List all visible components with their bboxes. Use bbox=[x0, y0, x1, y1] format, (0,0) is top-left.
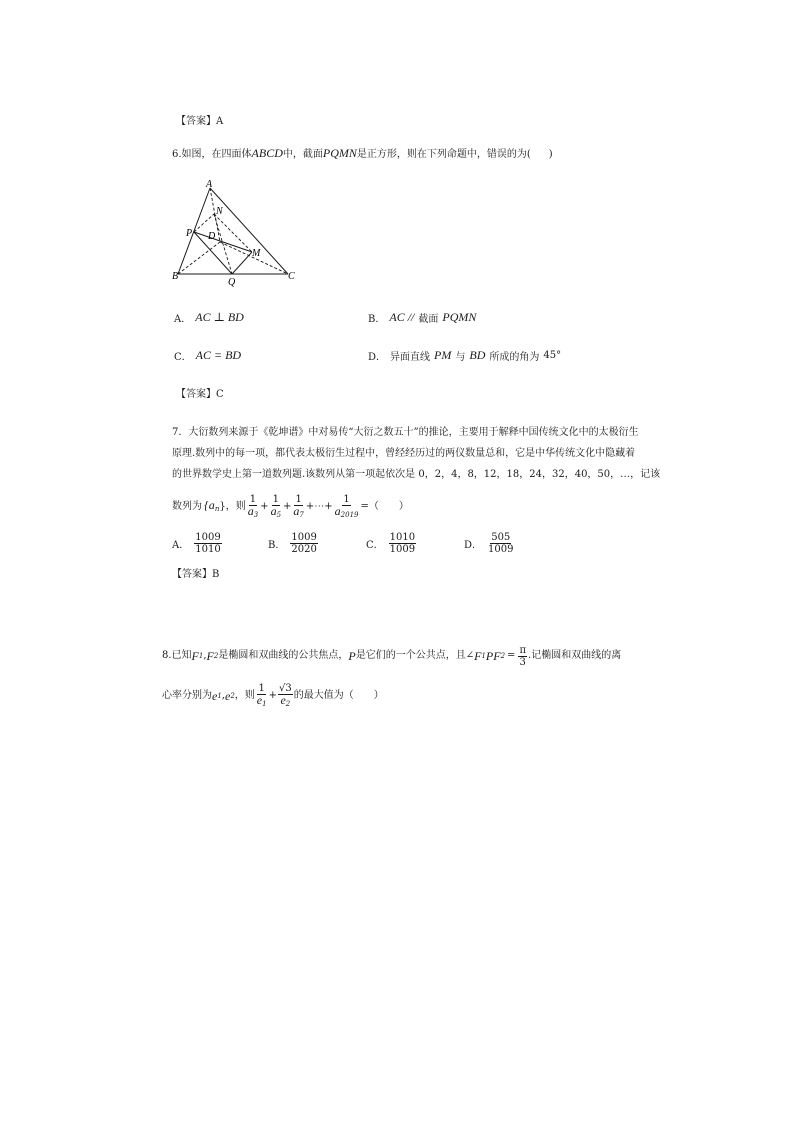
q8-l1-post: .记椭圆和双曲线的离 bbox=[528, 650, 622, 661]
point-c-label: C bbox=[288, 271, 295, 282]
q6-stem-pre: 6.如图，在四面体 bbox=[172, 149, 252, 160]
q7-term-1 bbox=[247, 494, 259, 521]
point-n-label: N bbox=[216, 206, 223, 217]
q6-section: PQMN bbox=[322, 146, 357, 160]
q7-option-b bbox=[268, 532, 319, 555]
q8-l1-comma: , bbox=[203, 650, 207, 661]
q7-term-4-sub: 2019 bbox=[340, 510, 359, 519]
q7-term-1-sub: 3 bbox=[253, 510, 259, 519]
q8-f1-sub: 1 bbox=[198, 652, 204, 660]
q7-option-a-label: A． bbox=[172, 540, 190, 551]
q8-frac-2-num: √3 bbox=[278, 682, 292, 694]
q8-l1-mid2: 是它们的一个公共点，且∠ bbox=[355, 650, 475, 661]
q7-option-d-den: 1009 bbox=[488, 544, 514, 555]
q8-l2-comma: , bbox=[221, 690, 225, 701]
q7-term-4-a: a bbox=[334, 503, 341, 518]
q8-f2: F bbox=[206, 649, 214, 663]
q6-option-a-label: A． bbox=[174, 314, 192, 325]
edge-ac bbox=[210, 188, 288, 274]
q8-angle-sub2: 2 bbox=[500, 652, 506, 660]
point-p-label: P bbox=[186, 228, 193, 239]
point-a-label: A bbox=[206, 179, 213, 190]
q7-line4-pre: 数列为 bbox=[172, 501, 202, 512]
q8-l2-post: 的最大值为（ ） bbox=[293, 690, 384, 701]
point-b-label: B bbox=[172, 271, 179, 282]
q7-term-3-num: 1 bbox=[295, 493, 302, 505]
q7-term-4-num: 1 bbox=[343, 493, 350, 505]
answer-prev: 【答案】A bbox=[176, 116, 224, 127]
q7-option-a bbox=[172, 532, 223, 555]
q6-option-d-pre: 异面直线 bbox=[390, 352, 431, 363]
q8-frac-1 bbox=[256, 683, 268, 710]
q7-option-a-den: 1010 bbox=[195, 544, 221, 555]
q7-term-3-sub: 7 bbox=[299, 510, 304, 519]
q6-stem bbox=[172, 146, 553, 162]
q7-term-4 bbox=[334, 494, 360, 521]
q6-option-d-label: D． bbox=[368, 352, 387, 363]
q7-line4-mid: ，则 bbox=[225, 501, 246, 512]
q7-line-2: 原理.数列中的每一项，都代表太极衍生过程中，曾经经历过的两仪数量总和，它是中华传统文化中隐藏着 bbox=[172, 448, 636, 459]
q6-option-c bbox=[174, 348, 241, 363]
q7-line-3: 的世界数学史上第一道数列题.该数列从第一项起依次是 0，2，4，8，12，18，24，32，40，50，…，记该 bbox=[172, 469, 661, 480]
q7-seq-sub: n bbox=[214, 505, 220, 513]
q7-option-d bbox=[464, 532, 515, 555]
q7-option-b-num: 1009 bbox=[291, 532, 317, 543]
q6-tetra: ABCD bbox=[251, 146, 283, 160]
q7-term-2-a: a bbox=[270, 503, 277, 518]
point-m-label: M bbox=[252, 248, 261, 259]
q8-line-2 bbox=[162, 678, 384, 714]
q6-stem-end: ) bbox=[548, 149, 553, 160]
q8-l2-plus: + bbox=[268, 690, 277, 701]
point-q-label: Q bbox=[228, 277, 236, 288]
q7-equals: =（ ） bbox=[360, 501, 409, 512]
q6-tetrahedron-figure bbox=[170, 178, 300, 288]
q8-e2-sub: 2 bbox=[230, 692, 235, 700]
q8-point-p: P bbox=[348, 649, 356, 663]
q7-term-1-a: a bbox=[247, 503, 254, 518]
q8-l1-pre: 8.已知 bbox=[162, 650, 192, 661]
q8-pi: π bbox=[519, 644, 527, 656]
q8-e1: e bbox=[212, 689, 218, 703]
q6-stem-post: 是正方形，则在下列命题中，错误的为( bbox=[356, 149, 531, 160]
q8-frac-1-num: 1 bbox=[258, 682, 265, 694]
q7-line-1: 7．大衍数列来源于《乾坤谱》中对易传“大衍之数五十”的推论，主要用于解释中国传统文化中的太极衍生 bbox=[172, 427, 639, 438]
q7-option-d-num: 505 bbox=[491, 532, 511, 543]
q6-option-d-angle: 45° bbox=[543, 350, 562, 361]
q6-option-c-expr: AC = BD bbox=[195, 348, 242, 362]
q6-answer: 【答案】C bbox=[176, 389, 224, 400]
q6-option-d-post: 所成的角为 bbox=[489, 352, 540, 363]
q7-option-a-num: 1009 bbox=[195, 532, 221, 543]
q8-l1-eq: = bbox=[507, 650, 516, 661]
edge-ab bbox=[178, 188, 210, 274]
q7-term-1-num: 1 bbox=[249, 493, 257, 505]
q6-option-b-tail: 截面 bbox=[418, 314, 439, 325]
q7-ellipsis: +⋯+ bbox=[305, 501, 333, 512]
q8-frac-2-sub: 2 bbox=[285, 699, 291, 708]
q6-option-a bbox=[174, 310, 244, 325]
q8-angle-pf: PF bbox=[485, 649, 501, 663]
q8-e1-sub: 1 bbox=[217, 692, 222, 700]
q8-pi-over-3 bbox=[518, 645, 527, 668]
q6-option-d-pm: PM bbox=[434, 348, 452, 362]
q7-option-c-den: 1009 bbox=[389, 544, 416, 555]
q8-frac-1-sub: 1 bbox=[262, 699, 267, 708]
q8-line-1 bbox=[162, 640, 621, 672]
q6-option-b-expr: AC // bbox=[389, 310, 415, 324]
q8-three: 3 bbox=[519, 656, 526, 668]
q8-f2-sub: 2 bbox=[213, 652, 219, 660]
q7-option-d-label: D． bbox=[464, 540, 483, 551]
q7-sequence bbox=[204, 498, 226, 516]
q7-seq-end: } bbox=[219, 501, 226, 512]
edge-nm bbox=[214, 214, 252, 252]
q6-option-a-expr: AC ⊥ BD bbox=[195, 310, 244, 324]
q7-option-c bbox=[366, 532, 417, 555]
q7-term-2-num: 1 bbox=[272, 493, 279, 505]
q7-option-c-num: 1010 bbox=[389, 532, 416, 543]
q6-option-d bbox=[368, 348, 561, 363]
q8-angle-sub1: 1 bbox=[481, 652, 486, 660]
q7-option-b-label: B． bbox=[268, 540, 286, 551]
q7-term-3-a: a bbox=[293, 503, 300, 518]
q6-stem-mid: 中，截面 bbox=[282, 149, 323, 160]
q7-term-3 bbox=[292, 494, 304, 521]
q6-option-b-label: B． bbox=[368, 314, 386, 325]
q7-seq-a: {a bbox=[204, 498, 215, 512]
q7-line-4 bbox=[172, 492, 409, 522]
q6-option-d-bd: BD bbox=[469, 348, 486, 362]
q7-option-c-label: C． bbox=[366, 540, 384, 551]
point-d-label: D bbox=[208, 231, 216, 242]
q7-option-b-den: 2020 bbox=[291, 544, 317, 555]
q8-f1: F bbox=[191, 649, 199, 663]
q8-frac-2-e: e bbox=[280, 692, 286, 707]
q7-plus-2: + bbox=[283, 501, 292, 512]
q8-l2-mid: ，则 bbox=[234, 690, 255, 701]
q8-l1-mid: 是椭圆和双曲线的公共焦点， bbox=[218, 650, 349, 661]
q8-e2: e bbox=[224, 689, 231, 703]
q7-term-2-sub: 5 bbox=[276, 510, 282, 519]
q7-paragraph bbox=[172, 422, 672, 485]
q8-angle-f: F bbox=[474, 649, 482, 663]
q6-option-d-mid: 与 bbox=[455, 352, 466, 363]
q6-option-b bbox=[368, 310, 476, 325]
q7-term-2 bbox=[270, 494, 282, 521]
q8-frac-2 bbox=[278, 683, 293, 710]
q7-answer: 【答案】B bbox=[172, 569, 220, 580]
q6-option-c-label: C． bbox=[174, 352, 192, 363]
q8-l2-pre: 心率分别为 bbox=[162, 690, 212, 701]
q6-option-b-section: PQMN bbox=[442, 310, 477, 324]
q8-frac-1-e: e bbox=[256, 692, 263, 707]
q7-plus-1: + bbox=[260, 501, 269, 512]
